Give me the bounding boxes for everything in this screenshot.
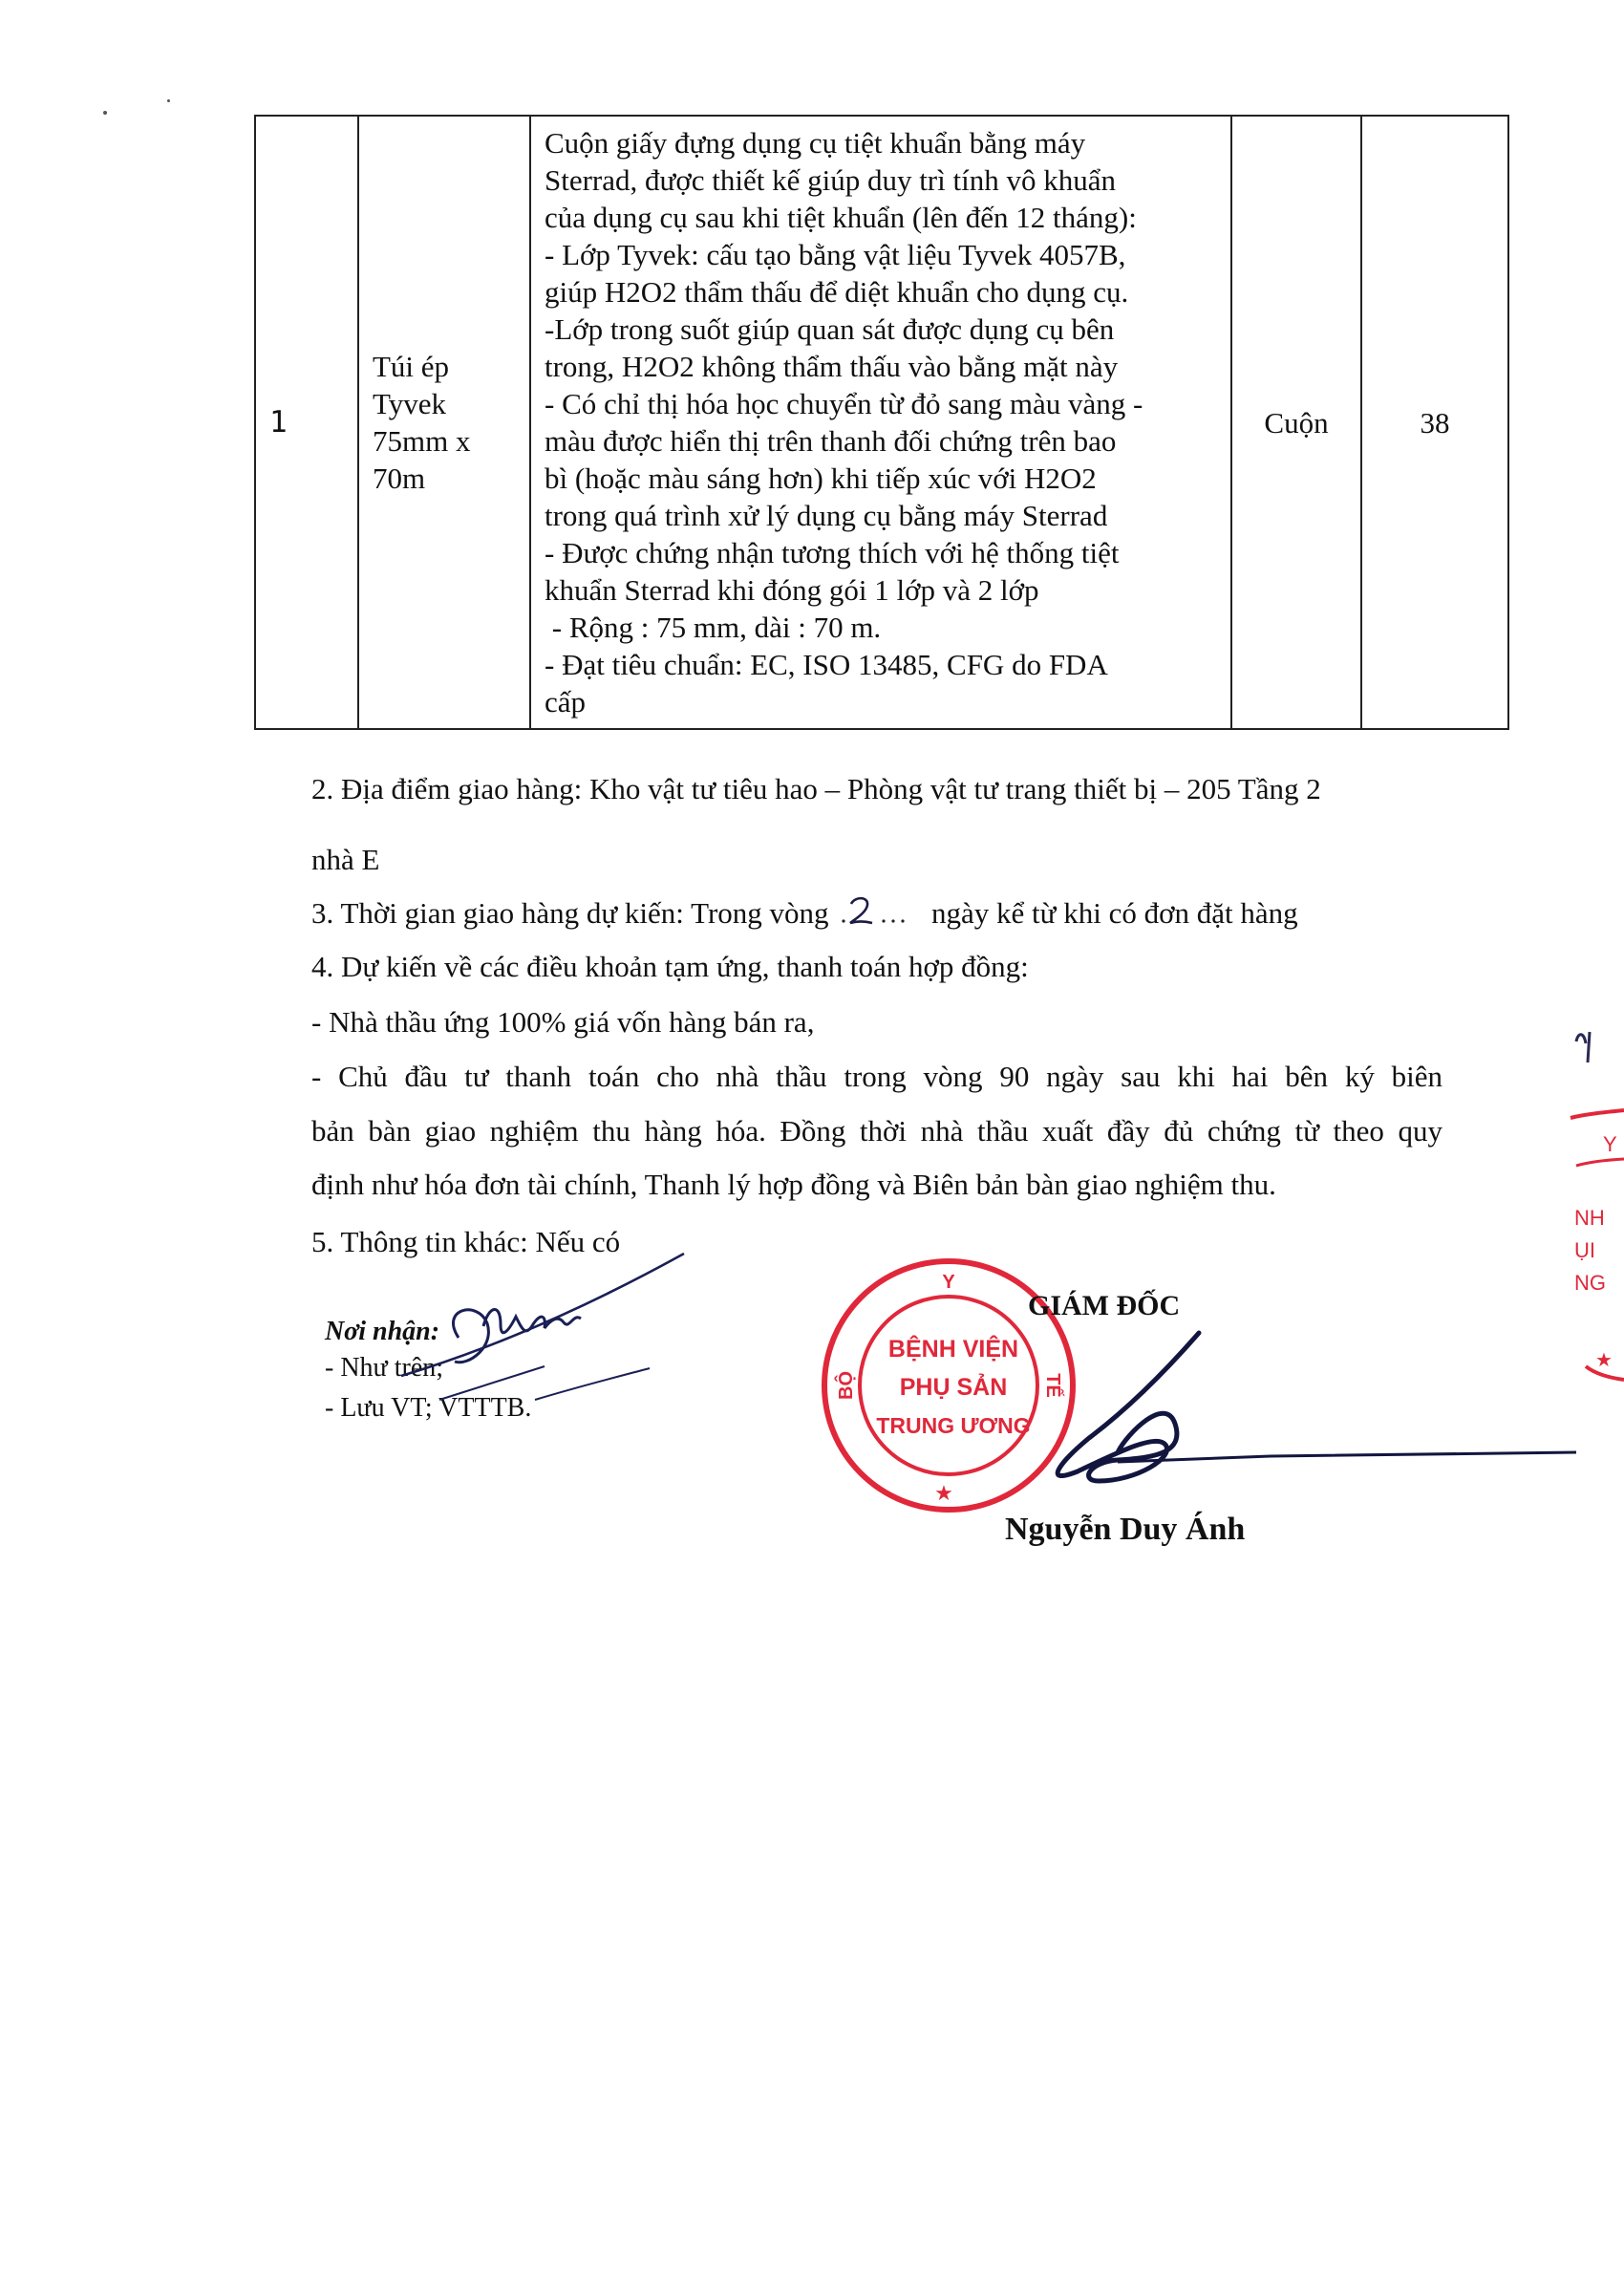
description-line: - Lớp Tyvek: cấu tạo bằng vật liệu Tyvek 4057B, [545, 238, 1126, 271]
description-line: -Lớp trong suốt giúp quan sát được dụng cụ bên [545, 312, 1115, 346]
description-line: giúp H2O2 thẩm thấu để diệt khuẩn cho dụng cụ. [545, 275, 1129, 309]
description-line: Cuộn giấy đựng dụng cụ tiệt khuẩn bằng máy [545, 126, 1086, 160]
delivery-location: 2. Địa điểm giao hàng: Kho vật tư tiêu hao – Phòng vật tư trang thiết bị – 205 Tầng 2 [311, 772, 1321, 805]
delivery-time-label: 3. Thời gian giao hàng dự kiến: Trong vòng [311, 896, 829, 930]
handwritten-days-mark [836, 894, 924, 927]
item-name-line: Túi ép [373, 350, 450, 383]
description-line: trong quá trình xử lý dụng cụ bằng máy Sterrad [545, 499, 1108, 532]
item-unit: Cuộn [1231, 116, 1361, 729]
payment-advance: - Nhà thầu ứng 100% giá vốn hàng bán ra, [311, 1005, 815, 1039]
stamp-top-letter: Y [942, 1272, 955, 1293]
scan-speck [103, 111, 107, 115]
recipients-title: Nơi nhận: [325, 1317, 440, 1346]
recipient-item: - Như trên; [325, 1353, 444, 1383]
description-line: khuẩn Sterrad khi đóng gói 1 lớp và 2 lớp [545, 573, 1039, 607]
delivery-time-suffix: ngày kể từ khi có đơn đặt hàng [931, 896, 1298, 930]
edge-fragment-text: NH [1574, 1206, 1605, 1230]
payment-terms-line: định như hóa đơn tài chính, Thanh lý hợp đồng và Biên bản bàn giao nghiệm thu. [311, 1168, 1276, 1201]
edge-fragment-text: Y [1603, 1132, 1617, 1156]
description-line: - Đạt tiêu chuẩn: EC, ISO 13485, CFG do FDA [545, 648, 1108, 681]
handwritten-days [836, 894, 924, 931]
item-name-line: 70m [373, 461, 426, 495]
description-line: Sterrad, được thiết kế giúp duy trì tính vô khuẩn [545, 163, 1116, 197]
item-name-line: Tyvek [373, 387, 447, 420]
delivery-location-cont: nhà E [311, 843, 380, 876]
stamp-left-letters: BỘ [836, 1371, 857, 1400]
signer-name: Nguyễn Duy Ánh [1005, 1512, 1246, 1547]
stamp-line: BỆNH VIỆN [887, 1336, 1019, 1363]
description-line: màu được hiển thị trên thanh đối chứng trên bao [545, 424, 1117, 458]
payment-terms-line: bản bàn giao nghiệm thu hàng hóa. Đồng thời nhà thầu xuất đầy đủ chứng từ theo quy [311, 1114, 1442, 1148]
table-row [255, 116, 1508, 729]
initial-signature [382, 1233, 697, 1414]
director-title: GIÁM ĐỐC [1028, 1290, 1181, 1321]
payment-heading: 4. Dự kiến về các điều khoản tạm ứng, thanh toán hợp đồng: [311, 950, 1029, 983]
item-name-line: 75mm x [373, 424, 471, 458]
stamp-star-icon: ★ [934, 1481, 953, 1505]
recipient-item: - Lưu VT; VTTTB. [325, 1393, 532, 1423]
scan-speck [167, 99, 170, 102]
stamp-line: PHỤ SẢN [899, 1374, 1008, 1401]
edge-stamp-mark [1557, 1003, 1624, 1405]
description-line: của dụng cụ sau khi tiệt khuẩn (lên đến 12 tháng): [545, 201, 1137, 234]
description-line: - Rộng : 75 mm, dài : 70 m. [545, 611, 882, 644]
description-line: cấp [545, 685, 587, 719]
edge-fragment-text: NG [1574, 1271, 1606, 1295]
edge-star-icon: ★ [1595, 1350, 1613, 1371]
stamp-right-letters: TẾ [1042, 1373, 1063, 1398]
row-number: 1 [255, 116, 358, 729]
stamp-line: TRUNG ƯƠNG [876, 1413, 1031, 1438]
edge-fragment-text: ỤI [1574, 1238, 1595, 1262]
items-table [254, 115, 1509, 730]
item-description [530, 116, 1231, 729]
description-line: - Được chứng nhận tương thích với hệ thống tiệt [545, 536, 1120, 569]
edge-stamp-fragment [1557, 1003, 1624, 1405]
description-line: - Có chỉ thị hóa học chuyển từ đỏ sang màu vàng - [545, 387, 1143, 420]
item-name [358, 116, 530, 729]
payment-terms-line: - Chủ đầu tư thanh toán cho nhà thầu trong vòng 90 ngày sau khi hai bên ký biên [311, 1060, 1442, 1093]
description-line: bì (hoặc màu sáng hơn) khi tiếp xúc với H2O2 [545, 461, 1097, 495]
other-info: 5. Thông tin khác: Nếu có [311, 1225, 621, 1258]
delivery-time [311, 894, 1298, 931]
item-quantity: 38 [1361, 116, 1508, 729]
description-line: trong, H2O2 không thẩm thấu vào bằng mặt này [545, 350, 1119, 383]
director-signature [1022, 1319, 1595, 1510]
